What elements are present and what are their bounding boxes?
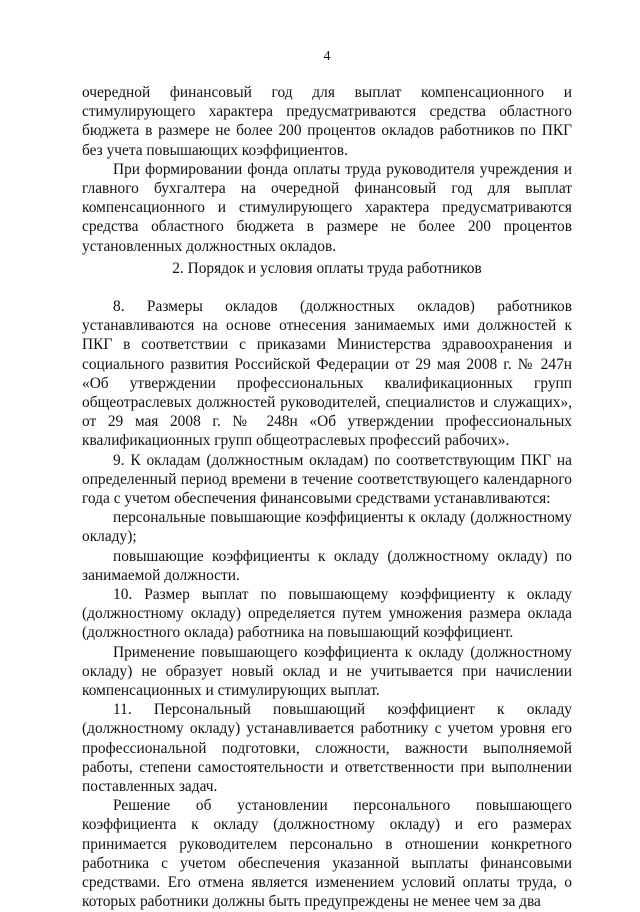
paragraph-continuation: очередной финансовый год для выплат компенсационного и стимулирующего характера предусматриваются средства областного бюджета в размере не более 200 процентов окладов работников по ПКГ без учета повышающих коэффициентов. — [82, 84, 572, 159]
paragraph-9: 9. К окладам (должностным окладам) по соответствующим ПКГ на определенный период времени в течение соответствующего календарного года с учетом обеспечения финансовыми средствами устанавливаются: — [82, 451, 572, 508]
section-body — [82, 297, 572, 912]
paragraph-8: 8. Размеры окладов (должностных окладов) работников устанавливаются на основе отнесения занимаемых ими должностей к ПКГ в соответствии с приказами Министерства здравоохранения и социального развития Российской Федерации от 29 мая 2008 г. № 247н «Об утверждении профессиональных квалификационных групп общеотраслевых должностей руководителей, специалистов и служащих», от 29 мая 2008 г. № 248н «Об утверждении профессиональных квалификационных групп общеотраслевых профессий рабочих». — [82, 298, 572, 450]
paragraph-11: 11. Персональный повышающий коэффициент к окладу (должностному окладу) устанавливается работнику с учетом уровня его профессиональной подготовки, сложности, важности выполняемой работы, степени самостоятельности и ответственности при выполнении поставленных задач. — [82, 701, 572, 796]
page-number: 4 — [323, 49, 331, 64]
paragraph-fund-formation: При формировании фонда оплаты труда руководителя учреждения и главного бухгалтера на очередной финансовый год для выплат компенсационного и стимулирующего характера предусматриваются средства областного бюджета в размере не более 200 процентов установленных должностных окладов. — [82, 160, 572, 255]
paragraph-decision: Решение об установлении персонального повышающего коэффициента к окладу (должностному окладу) и его размерах принимается руководителем персонально в отношении конкретного работника с учетом обеспечения указанной выплаты финансовыми средствами. Его отмена является изменением условий оплаты труда, о которых работники должны быть предупреждены не менее чем за два — [82, 797, 572, 911]
paragraph-position-coefficients: повышающие коэффициенты к окладу (должностному окладу) по занимаемой должности. — [82, 547, 572, 584]
paragraph-coefficient-application: Применение повышающего коэффициента к окладу (должностному окладу) не образует новый оклад и не учитывается при начислении компенсационных и стимулирующих выплат. — [82, 643, 572, 700]
paragraph-10: 10. Размер выплат по повышающему коэффициенту к окладу (должностному окладу) определяется путем умножения размера оклада (должностного оклада) работника на повышающий коэффициент. — [82, 586, 572, 642]
intro-block — [82, 83, 572, 256]
paragraph-personal-coefficients: персональные повышающие коэффициенты к окладу (должностному окладу); — [82, 509, 572, 546]
document-page — [82, 0, 572, 911]
section-heading: 2. Порядок и условия оплаты труда работников — [172, 260, 482, 277]
